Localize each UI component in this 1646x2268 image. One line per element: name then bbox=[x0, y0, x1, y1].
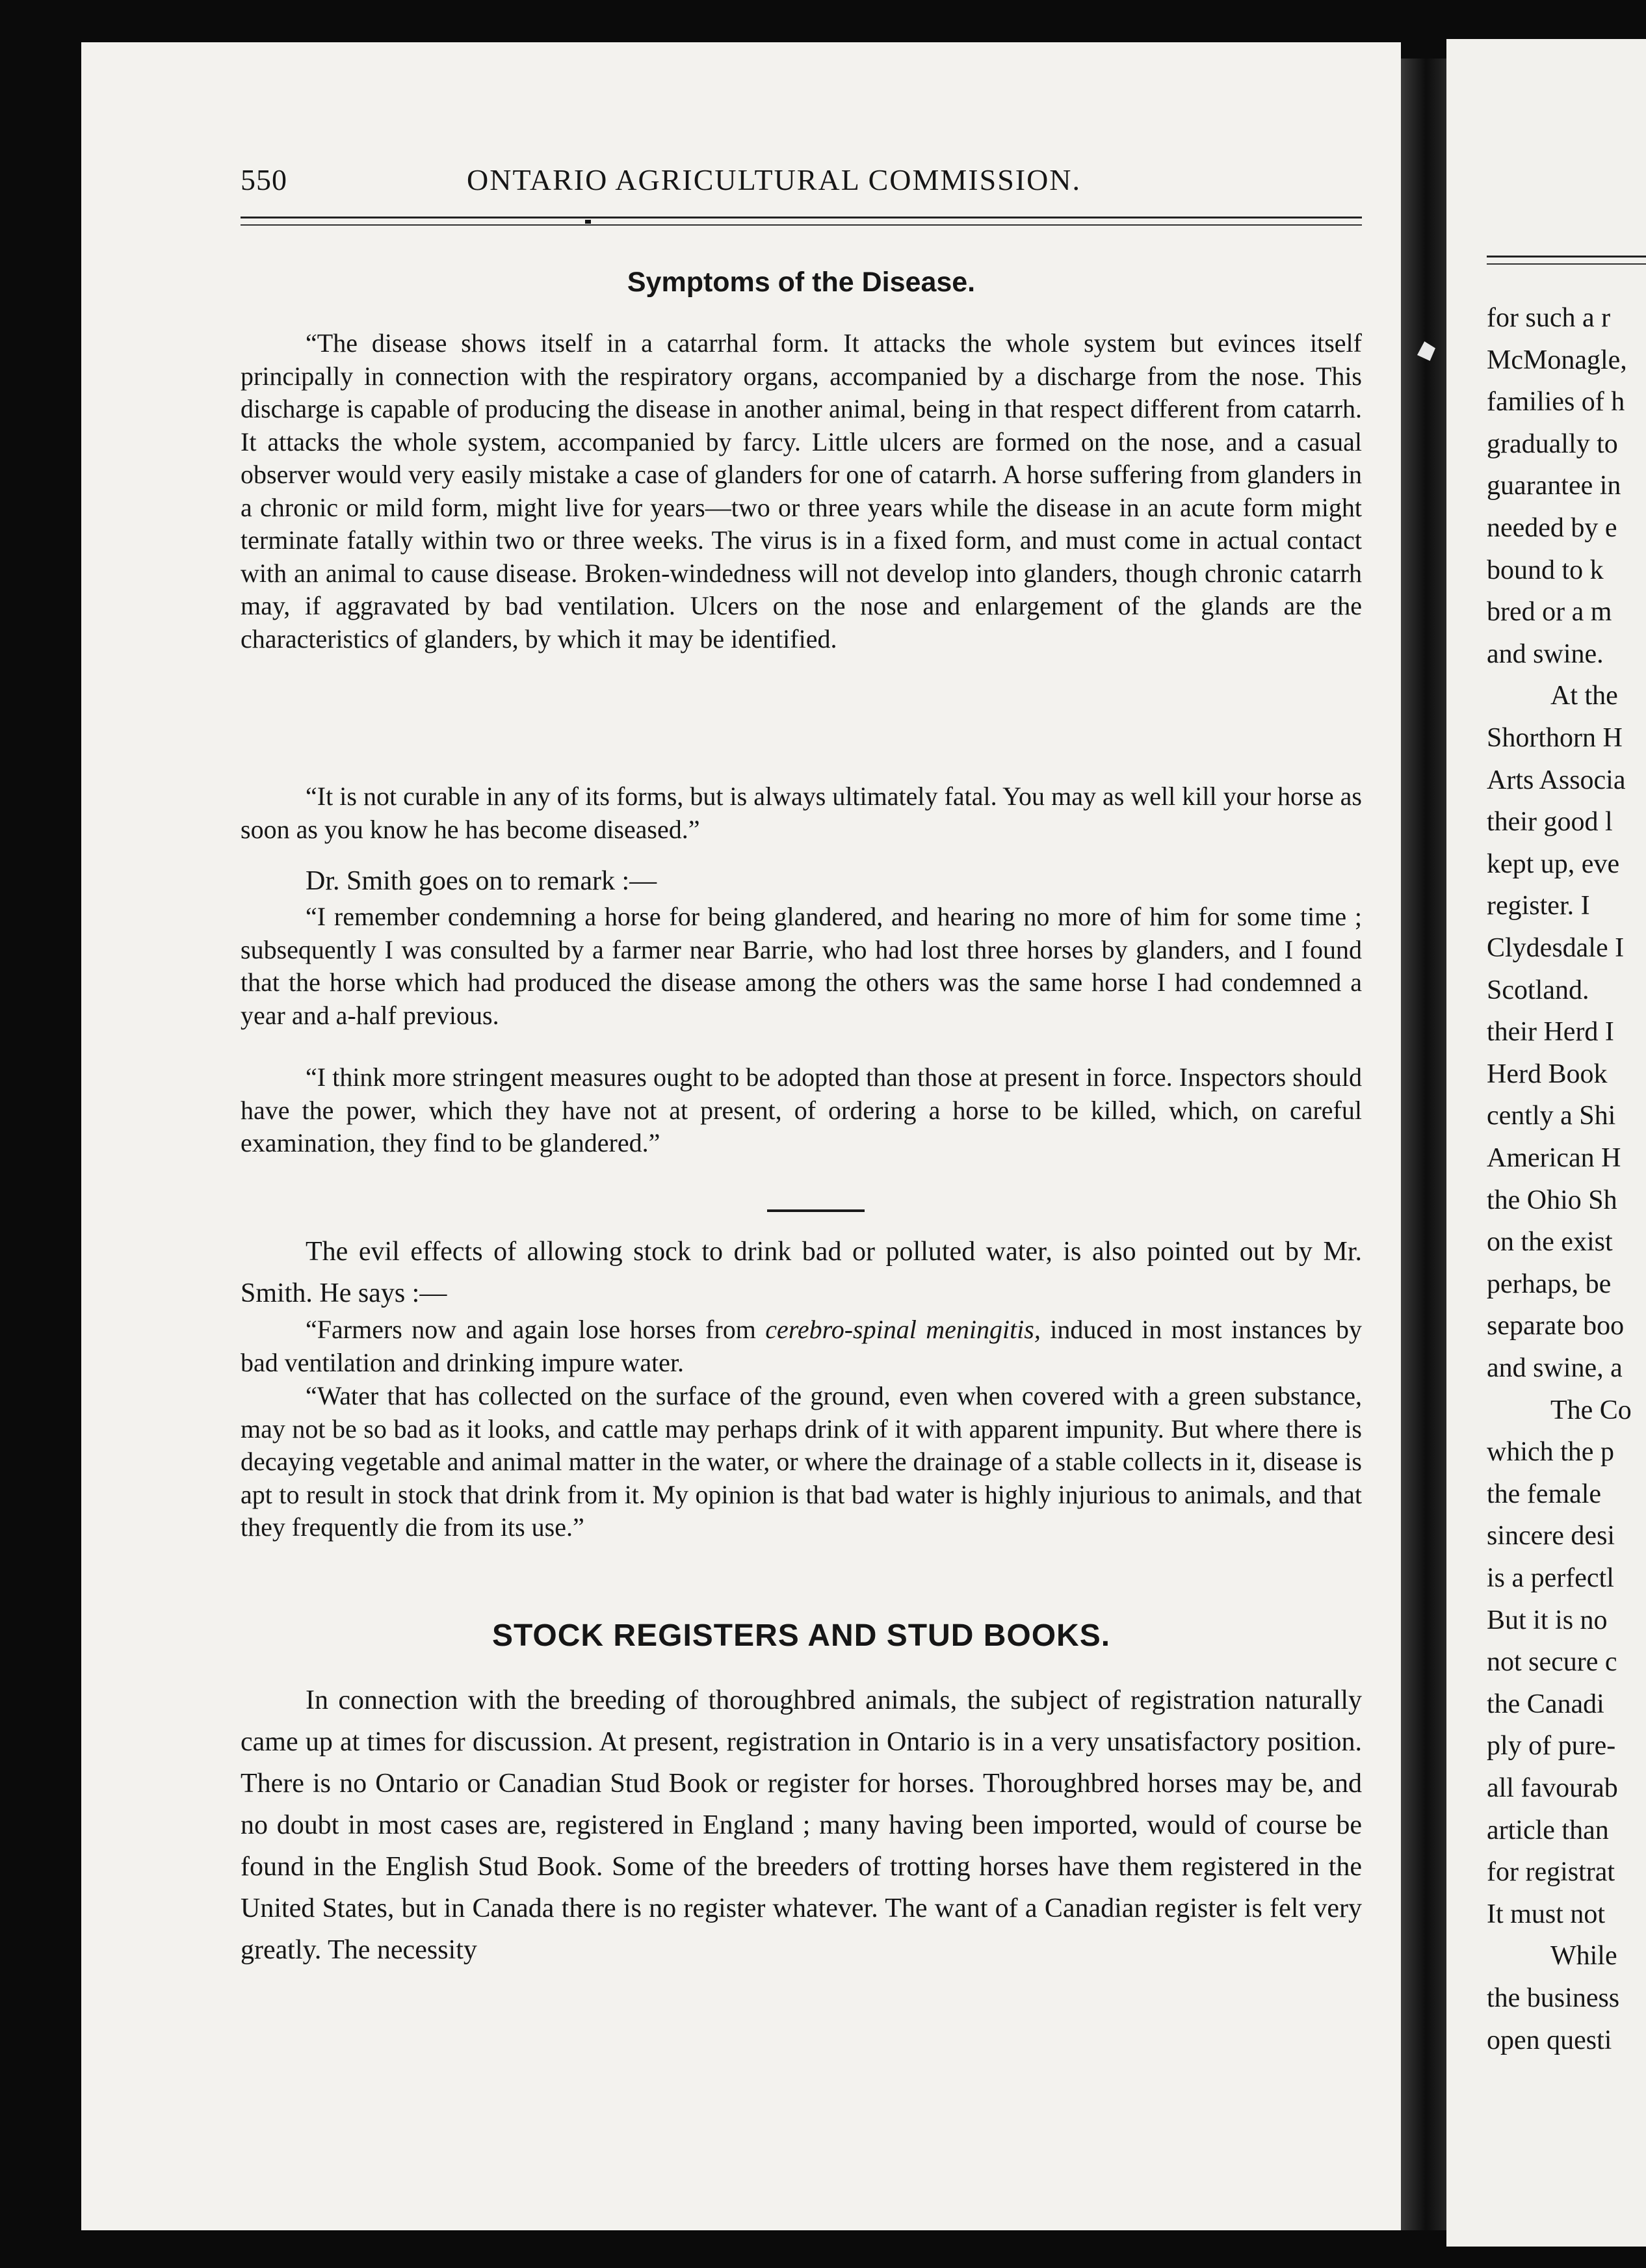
right-page-line: their Herd I bbox=[1487, 1017, 1614, 1048]
bottom-shadow bbox=[81, 2230, 1446, 2268]
right-page-line: But it is no bbox=[1487, 1605, 1608, 1635]
right-page-line: sincere desi bbox=[1487, 1521, 1615, 1551]
right-page-line: on the exist bbox=[1487, 1227, 1613, 1258]
right-page-line: bound to k bbox=[1487, 555, 1604, 585]
right-page-line: families of h bbox=[1487, 387, 1625, 417]
paragraph-not-curable: “It is not curable in any of its forms, but is always ultimately fatal. You may as well kill your horse as soon as you know he has become diseased.” bbox=[241, 782, 1362, 844]
right-page-line: article than bbox=[1487, 1815, 1609, 1845]
section-divider bbox=[767, 1209, 865, 1212]
right-page-line: is a perfectl bbox=[1487, 1563, 1614, 1593]
right-page-line: their good l bbox=[1487, 807, 1613, 837]
right-page-line: guarantee in bbox=[1487, 471, 1621, 501]
right-page-line: needed by e bbox=[1487, 513, 1617, 543]
right-page-line: kept up, eve bbox=[1487, 849, 1620, 879]
right-page-line: Clydesdale I bbox=[1487, 933, 1625, 963]
paragraph-dr-smith-remark: Dr. Smith goes on to remark :— bbox=[306, 866, 657, 896]
right-page-line: Arts Associa bbox=[1487, 765, 1626, 795]
right-page-line: open questi bbox=[1487, 2025, 1612, 2055]
section-heading-stock-registers: STOCK REGISTERS AND STUD BOOKS. bbox=[491, 1618, 1111, 1653]
right-page-line: Scotland. bbox=[1487, 975, 1589, 1005]
paragraph-stringent-measures: “I think more stringent measures ought to be adopted than those at present in force. Inspectors should have the power, which they have not at present, of ordering a horse to be killed, which, on careful examination, they find to be glandered.” bbox=[241, 1062, 1362, 1157]
right-page-line: perhaps, be bbox=[1487, 1269, 1612, 1299]
paragraph-condemning-horse: “I remember condemning a horse for being glandered, and hearing no more of him for some time ; subsequently I was consulted by a farmer near Barrie, who had lost three horses by glanders, and I found that the horse which had produced the disease among the others was the same horse I had condemned a year and a-half previous. bbox=[241, 902, 1362, 1030]
right-page-line: the Ohio Sh bbox=[1487, 1185, 1617, 1215]
running-head: ONTARIO AGRICULTURAL COMMISSION. bbox=[467, 163, 1082, 196]
right-page-line: Shorthorn H bbox=[1487, 723, 1623, 753]
right-page-line: The Co bbox=[1550, 1395, 1632, 1425]
right-page-line: for registrat bbox=[1487, 1857, 1615, 1888]
meningitis-text-before: “Farmers now and again lose horses from bbox=[306, 1315, 766, 1344]
right-page-line: and swine, a bbox=[1487, 1353, 1623, 1383]
right-page-line: cently a Shi bbox=[1487, 1101, 1616, 1131]
right-page-line: It must not bbox=[1487, 1899, 1606, 1929]
right-page-line: the female bbox=[1487, 1479, 1602, 1509]
right-page bbox=[1446, 39, 1646, 2247]
right-page-line: separate boo bbox=[1487, 1311, 1625, 1341]
right-page-line: ply of pure- bbox=[1487, 1731, 1616, 1761]
page-number: 550 bbox=[241, 163, 287, 196]
right-page-line: bred or a m bbox=[1487, 597, 1612, 627]
right-page-line: register. I bbox=[1487, 891, 1590, 921]
right-page-line: for such a r bbox=[1487, 303, 1611, 333]
right-page-line: McMonagle, bbox=[1487, 345, 1627, 375]
right-page-header-rule bbox=[1487, 256, 1646, 265]
paragraph-meningitis bbox=[241, 1313, 1362, 1379]
meningitis-text-after: induced in most instances by bad ventilation and drinking impure water. bbox=[241, 1315, 1363, 1377]
paragraph-registration: In connection with the breeding of thoroughbred animals, the subject of registration naturally came up at times for discussion. At present, registration in Ontario is in a very unsatisfactory position. There is no Ontario or Canadian Stud Book or register for horses. Thoroughbred horses may be, and no doubt in most cases are, registered in England ; many having been imported, would of course be found in the English Stud Book. Some of the breeders of trotting horses have them registered in the United States, but in Canada there is no register whatever. The want of a Canadian register is felt very greatly. The necessity bbox=[241, 1685, 1362, 1965]
meningitis-term: cerebro-spinal meningitis, bbox=[765, 1315, 1041, 1344]
right-page-line: which the p bbox=[1487, 1437, 1614, 1468]
right-page-line: While bbox=[1550, 1941, 1617, 1971]
section-heading-symptoms: Symptoms of the Disease. bbox=[627, 267, 976, 298]
right-page-line: the business bbox=[1487, 1983, 1620, 2013]
right-page-line: all favourab bbox=[1487, 1773, 1618, 1803]
right-page-line: American H bbox=[1487, 1143, 1621, 1173]
header-rule bbox=[241, 217, 1362, 226]
right-page-line: the Canadi bbox=[1487, 1689, 1604, 1719]
right-page-line: Herd Book bbox=[1487, 1059, 1608, 1089]
paragraph-symptoms-quote: “The disease shows itself in a catarrhal form. It attacks the whole system but evinces itself principally in connection with the respiratory organs, accompanied by a discharge from the nose. This discharge is capable of producing the disease in another animal, being in that respect different from catarrh. It attacks the whole system, accompanied by farcy. Little ulcers are formed on the nose, and a casual observer would very easily mistake a case of glanders for one of catarrh. A horse suffering from glanders in a chronic or mild form, might live for years—two or three years while the disease in an acute form might terminate fatally within two or three weeks. The virus is in a fixed form, and must come in actual contact with an animal to cause disease. Broken-windedness will not develop into glanders, though chronic catarrh may, if aggravated by bad ventilation. Ulcers on the nose and enlargement of the glands are the characteristics of glanders, by which it may be identified. bbox=[241, 328, 1362, 653]
right-page-line: gradually to bbox=[1487, 429, 1618, 459]
paragraph-polluted-water-intro: The evil effects of allowing stock to drink bad or polluted water, is also pointed out by Mr. Smith. He says :— bbox=[241, 1237, 1362, 1308]
right-page-line: not secure c bbox=[1487, 1647, 1617, 1678]
rule-mark bbox=[585, 220, 591, 224]
paragraph-water-quote: “Water that has collected on the surface of the ground, even when covered with a green substance, may not be so bad as it looks, and cattle may perhaps drink of it with apparent impunity. But where there is decaying vegetable and animal matter in the water, or where the drainage of a stable collects in it, disease is apt to result in stock that drink from it. My opinion is that bad water is highly injurious to animals, and that they frequently die from its use.” bbox=[241, 1381, 1362, 1542]
book-gutter bbox=[1401, 59, 1446, 2234]
right-page-line: and swine. bbox=[1487, 639, 1604, 669]
right-page-line: At the bbox=[1550, 681, 1618, 711]
